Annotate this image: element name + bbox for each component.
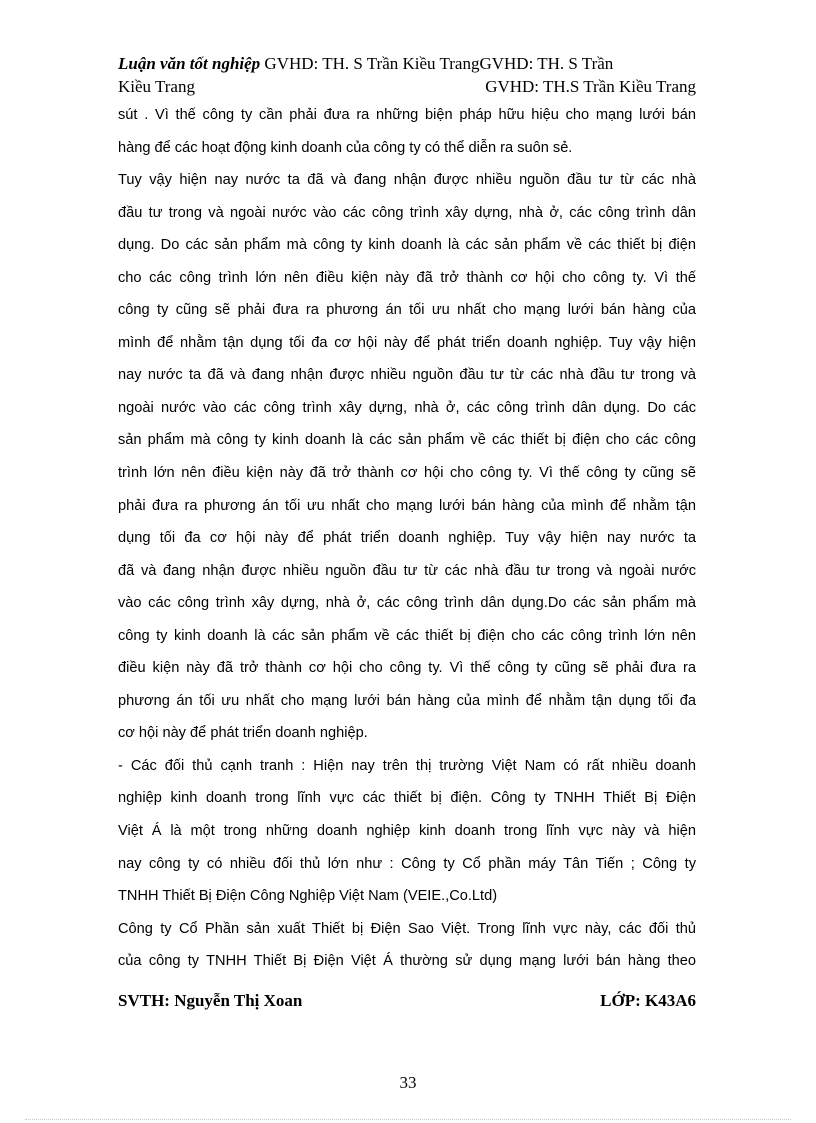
supervisor-text: GVHD: TH. S Trần Kiều TrangGVHD: TH. S Trần <box>260 54 614 73</box>
text-line: công ty kinh doanh là các sản phẩm về các thiết bị điện cho các công trình lớn nên <box>118 627 696 644</box>
text-line: của công ty TNHH Thiết Bị Điện Việt Á thường sử dụng mạng lưới bán hàng theo <box>118 953 696 970</box>
text-line: sản phẩm mà công ty kinh doanh là các sản phẩm về các thiết bị điện cho các công <box>118 432 696 449</box>
text-line: TNHH Thiết Bị Điện Công Nghiệp Việt Nam (VEIE.,Co.Ltd) <box>118 888 498 905</box>
text-line: cơ hội này để phát triển doanh nghiệp. <box>118 725 368 742</box>
supervisor-name-continued: Kiều Trang <box>118 77 195 96</box>
text-line: trình lớn nên điều kiện này đã trở thành cơ hội cho công ty. Vì thế công ty cũng sẽ <box>118 465 696 482</box>
text-line: đầu tư trong và ngoài nước vào các công trình xây dựng, nhà ở, các công trình dân <box>118 204 696 221</box>
student-name: SVTH: Nguyễn Thị Xoan <box>118 991 303 1010</box>
text-line: - Các đối thủ cạnh tranh : Hiện nay trên thị trường Việt Nam có rất nhiều doanh <box>118 757 696 774</box>
text-line: ngoài nước vào các công trình xây dựng, nhà ở, các công trình dân dụng. Do các <box>118 399 696 416</box>
text-line: dụng. Do các sản phẩm mà công ty kinh doanh là các sản phẩm về các thiết bị điện <box>118 237 696 254</box>
text-line: nay nước ta đã và đang nhận được nhiều nguồn đầu tư từ các nhà đầu tư trong và <box>118 367 696 384</box>
text-line: cho các công trình lớn nên điều kiện này đã trở thành cơ hội cho công ty. Vì thế <box>118 269 696 286</box>
text-line: nghiệp kinh doanh trong lĩnh vực các thiết bị điện. Công ty TNHH Thiết Bị Điện <box>118 790 696 807</box>
text-line: Việt Á là một trong những doanh nghiệp kinh doanh trong lĩnh vực này và hiện <box>118 823 696 840</box>
supervisor-label-right: GVHD: TH.S Trần Kiều Trang <box>485 77 696 96</box>
text-line: điều kiện này đã trở thành cơ hội cho công ty. Vì thế công ty cũng sẽ phải đưa ra <box>118 660 696 677</box>
text-line: nay công ty có nhiều đối thủ lớn như : Công ty Cổ phần máy Tân Tiến ; Công ty <box>118 855 696 872</box>
text-line: Tuy vậy hiện nay nước ta đã và đang nhận được nhiều nguồn đầu tư từ các nhà <box>118 172 696 189</box>
class-code: LỚP: K43A6 <box>600 991 696 1010</box>
page-header <box>118 52 696 98</box>
text-line: vào các công trình xây dựng, nhà ở, các công trình dân dụng.Do các sản phẩm mà <box>118 595 696 612</box>
text-line: đã và đang nhận được nhiều nguồn đầu tư từ các nhà đầu tư trong và ngoài nước <box>118 562 696 579</box>
page-number: 33 <box>399 1073 417 1092</box>
header-line-2 <box>118 75 696 98</box>
text-line: sút . Vì thế công ty cần phải đưa ra những biện pháp hữu hiệu cho mạng lưới bán <box>118 107 696 123</box>
text-line: dụng tối đa cơ hội này để phát triển doanh nghiệp. Tuy vậy hiện nay nước ta <box>118 530 696 547</box>
text-line: Công ty Cổ Phần sản xuất Thiết bị Điện Sao Việt. Trong lĩnh vực này, các đối thủ <box>118 920 696 937</box>
text-line: phải đưa ra phương án tối ưu nhất cho mạng lưới bán hàng của mình để nhằm tận <box>118 497 696 514</box>
thesis-label: Luận văn tốt nghiệp <box>118 54 261 73</box>
text-line: công ty cũng sẽ phải đưa ra phương án tối ưu nhất cho mạng lưới bán hàng của <box>118 302 696 319</box>
body-text <box>118 99 696 978</box>
header-line-1 <box>118 52 696 75</box>
text-line: mình để nhằm tận dụng tối đa cơ hội này để phát triển doanh nghiệp. Tuy vậy hiện <box>118 334 696 351</box>
text-line: hàng để các hoạt động kinh doanh của công ty có thể diễn ra suôn sẻ. <box>118 139 573 156</box>
page-bottom-divider <box>25 1119 791 1120</box>
page-footer <box>118 991 696 1011</box>
text-line: phương án tối ưu nhất cho mạng lưới bán hàng của mình để nhằm tận dụng tối đa <box>118 692 696 709</box>
